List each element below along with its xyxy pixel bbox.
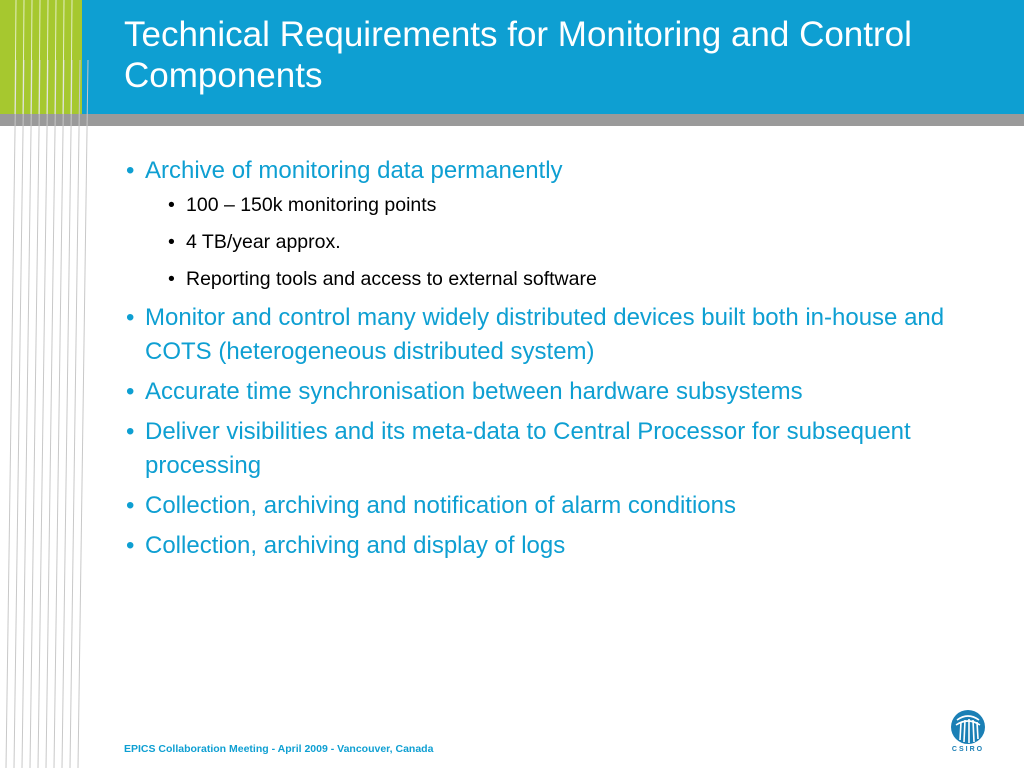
- sub-bullet-item: • 100 – 150k monitoring points: [124, 190, 964, 220]
- sub-bullet-item: • Reporting tools and access to external software: [124, 264, 964, 294]
- bullet-item: • Deliver visibilities and its meta-data to Central Processor for subsequent processing: [124, 415, 964, 483]
- logo-label: CSIRO: [951, 746, 985, 753]
- bullet-item: • Accurate time synchronisation between hardware subsystems: [124, 375, 964, 409]
- bullet-item: • Archive of monitoring data permanently: [124, 154, 964, 188]
- sub-bullet-list: [124, 190, 964, 294]
- title-bar-shadow: [0, 114, 1024, 126]
- footer-text: EPICS Collaboration Meeting - April 2009 - Vancouver, Canada: [124, 743, 434, 755]
- bullet-list: [124, 154, 964, 569]
- slide-title: Technical Requirements for Monitoring and Control Components: [124, 15, 912, 95]
- sub-bullet-item: • 4 TB/year approx.: [124, 227, 964, 257]
- decorative-lines: [0, 0, 100, 768]
- bullet-item: • Monitor and control many widely distributed devices built both in-house and COTS (heterogeneous distributed system): [124, 301, 964, 369]
- bullet-item: • Collection, archiving and notification of alarm conditions: [124, 489, 964, 523]
- bullet-item: • Collection, archiving and display of logs: [124, 529, 964, 563]
